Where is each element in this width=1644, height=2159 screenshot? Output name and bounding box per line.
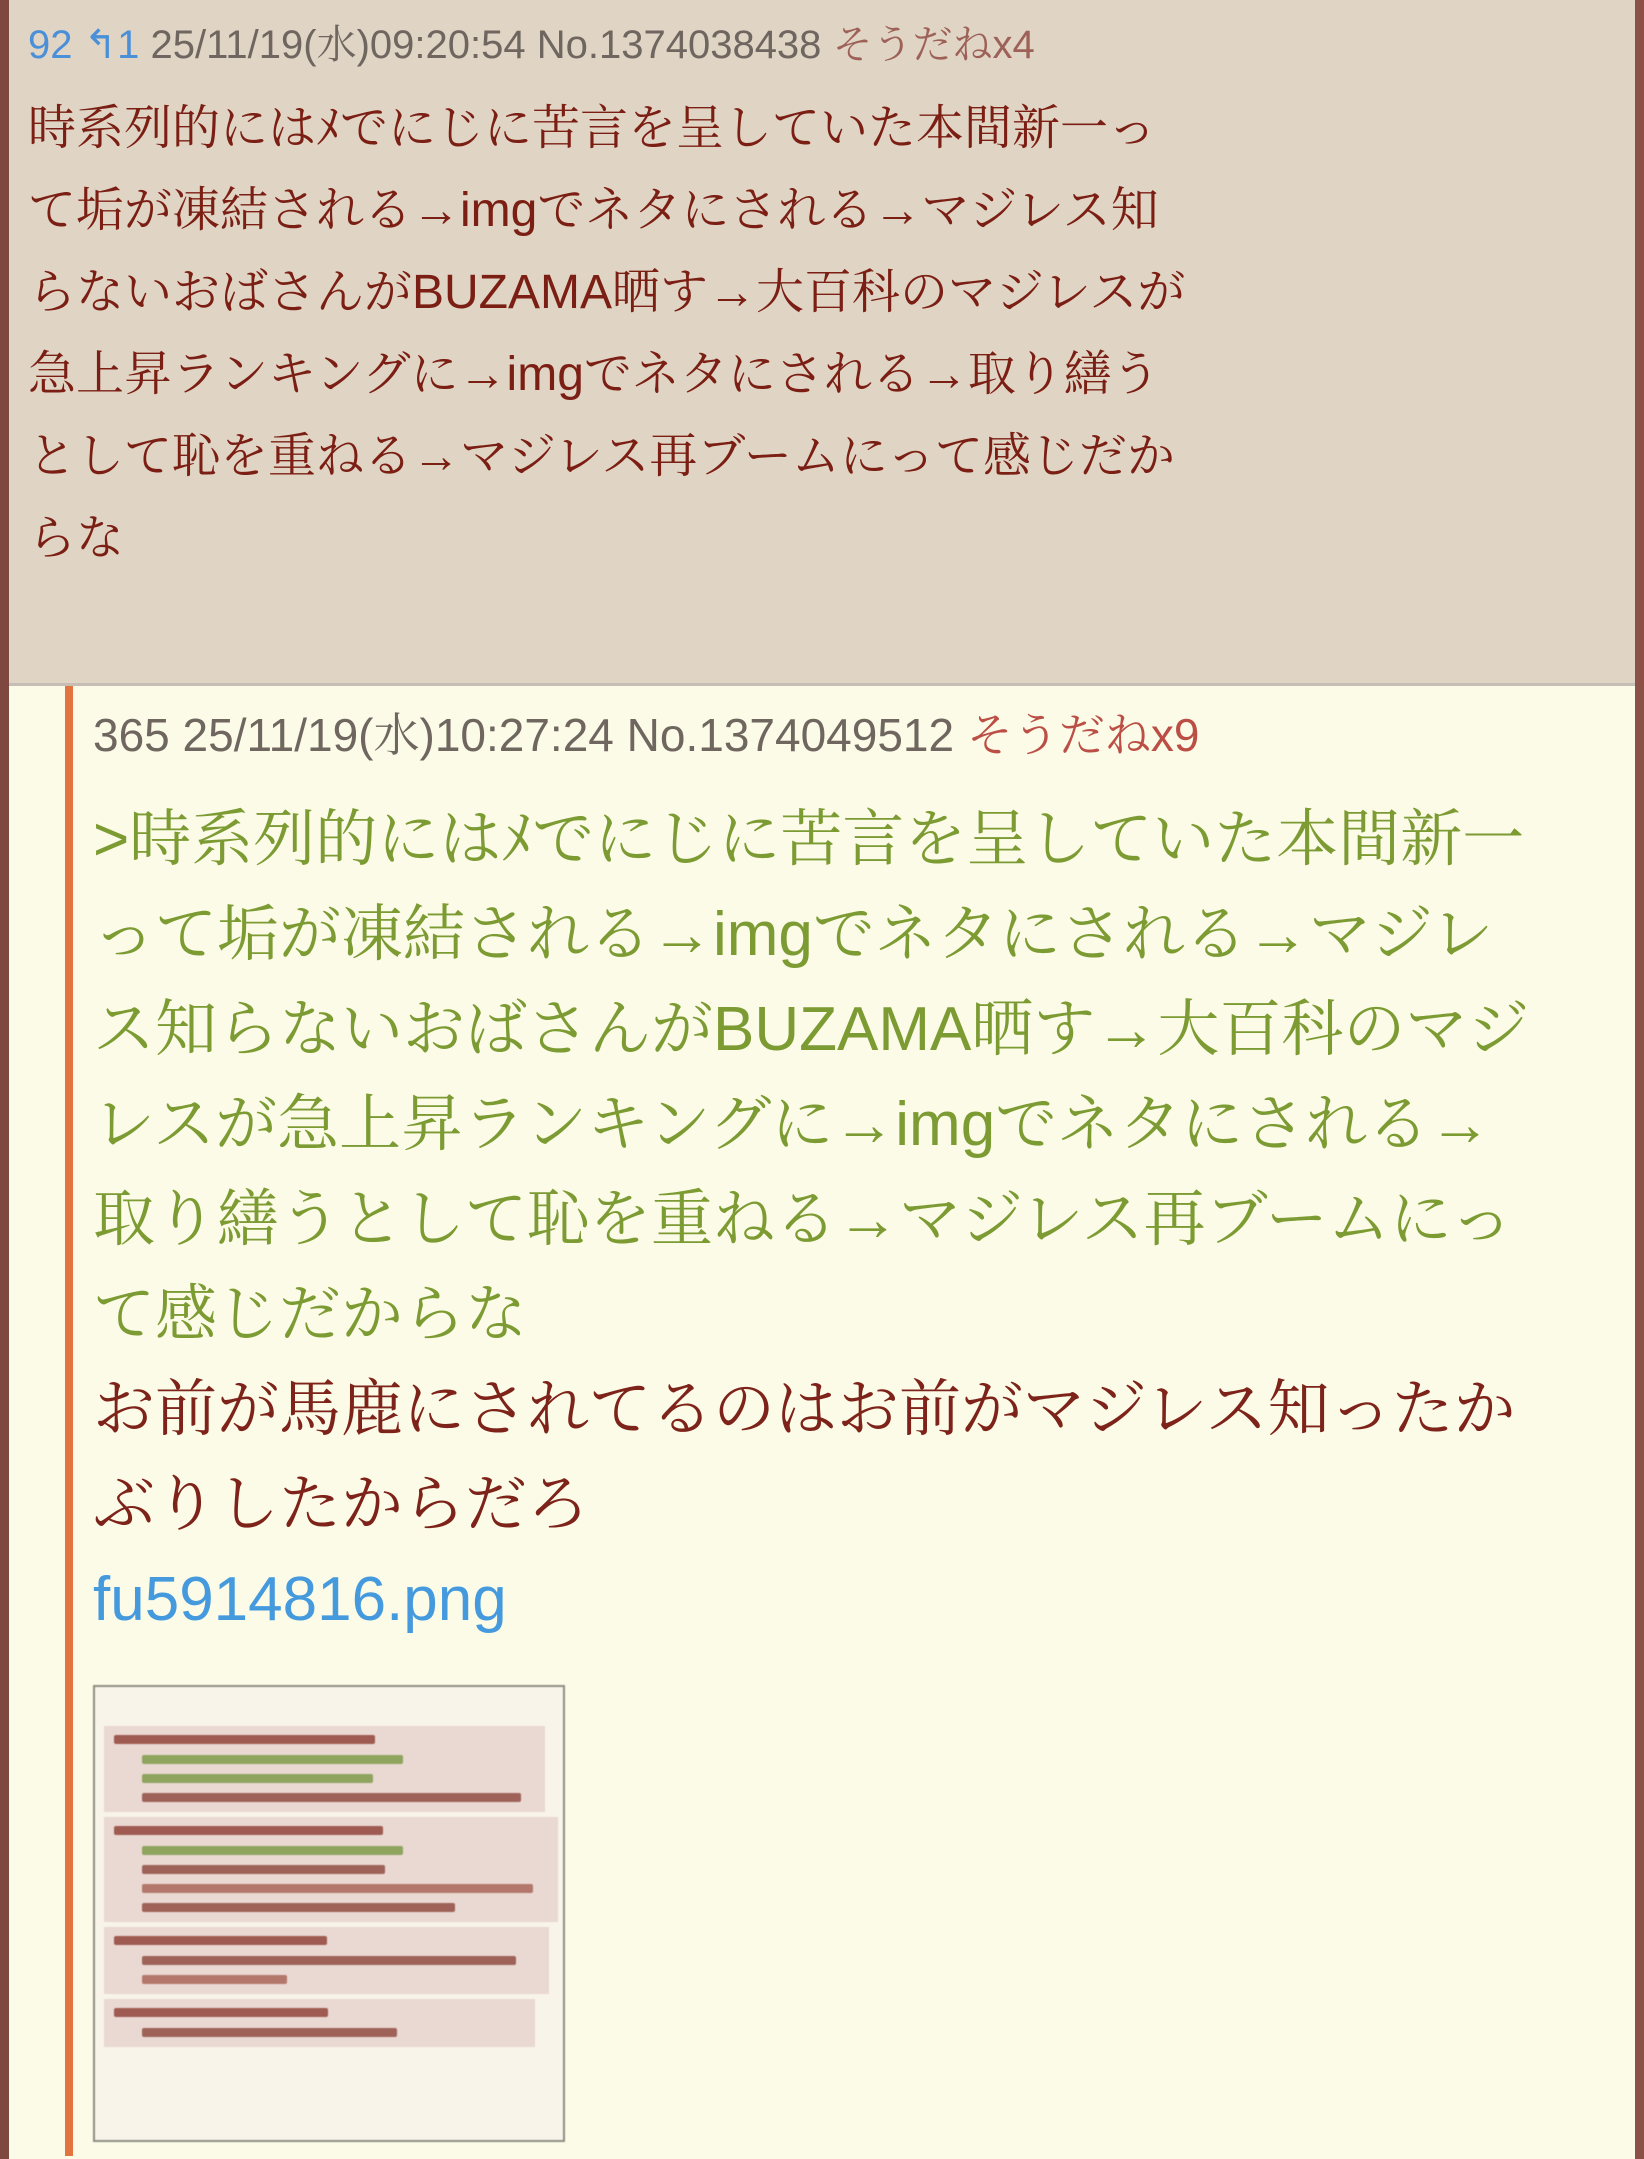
reply-post-soudane-button[interactable]: そうだねx9 (966, 709, 1200, 761)
thumb-text-line (142, 1956, 516, 1965)
quoted-post-number-link[interactable]: 92 (28, 23, 73, 67)
quoted-post-no: No.1374038438 (536, 23, 822, 67)
reply-post-datetime: 25/11/19(水)10:27:24 (182, 709, 614, 761)
thumb-post-header (114, 2008, 328, 2017)
reply-post-number: 365 (93, 709, 170, 761)
thumb-text-line (142, 1793, 521, 1802)
quote-text: >時系列的にはﾒでにじに苦言を呈していた本間新一って垢が凍結される→imgでネタにされる→マジレス知らないおばさんがBUZAMA晒す→大百科のマジレスが急上昇ランキングに→imgでネタにされる→取り繕うとして恥を重ねる→マジレス再ブームにって感じだからな (93, 805, 1530, 1349)
reply-count: 1 (117, 23, 140, 67)
thumb-text-line (142, 1975, 287, 1984)
thumb-text-line (142, 1755, 403, 1764)
file-thumbnail[interactable] (93, 1685, 565, 2142)
thumb-post-block (104, 1927, 549, 1994)
quoted-post-header (28, 16, 1620, 74)
page-left-border (0, 0, 9, 2159)
thumb-post-header (114, 1936, 327, 1945)
reply-post-header (93, 704, 1614, 766)
file-link[interactable]: fu5914816.png (93, 1565, 507, 1634)
quoted-post-soudane-button[interactable]: そうだねx4 (832, 23, 1035, 67)
thumb-text-line (142, 1865, 385, 1874)
thumb-post-header (114, 1735, 375, 1744)
page-right-border (1635, 0, 1644, 2159)
reply-post-no: No.1374049512 (626, 709, 955, 761)
thumb-text-line (142, 2028, 397, 2037)
thumb-text-line (142, 1903, 455, 1912)
thumb-post-block (104, 1999, 535, 2047)
quoted-post-body: 時系列的にはﾒでにじに苦言を呈していた本間新一って垢が凍結される→imgでネタにされる→マジレス知らないおばさんがBUZAMA晒す→大百科のマジレスが急上昇ランキングに→imgでネタにされる→取り繕うとして恥を重ねる→マジレス再ブームにって感じだからな (28, 102, 1186, 565)
thumb-text-line (142, 1846, 403, 1855)
comment-text: お前が馬鹿にされてるのはお前がマジレス知ったかぶりしたからだろ (93, 1375, 1516, 1539)
quoted-post-replies-link[interactable] (84, 23, 140, 67)
thumb-post-header (114, 1826, 383, 1835)
thumb-text-line (142, 1884, 533, 1893)
reply-arrow-icon: ↰ (83, 23, 118, 67)
thumb-post-block (104, 1726, 545, 1812)
thumb-text-line (142, 1774, 373, 1783)
thumb-post-block (104, 1817, 558, 1922)
quoted-post-popup (0, 0, 1644, 686)
reply-post-body (93, 792, 1553, 1647)
quoted-post-datetime: 25/11/19(水)09:20:54 (150, 23, 526, 67)
reply-post (65, 686, 1644, 2156)
